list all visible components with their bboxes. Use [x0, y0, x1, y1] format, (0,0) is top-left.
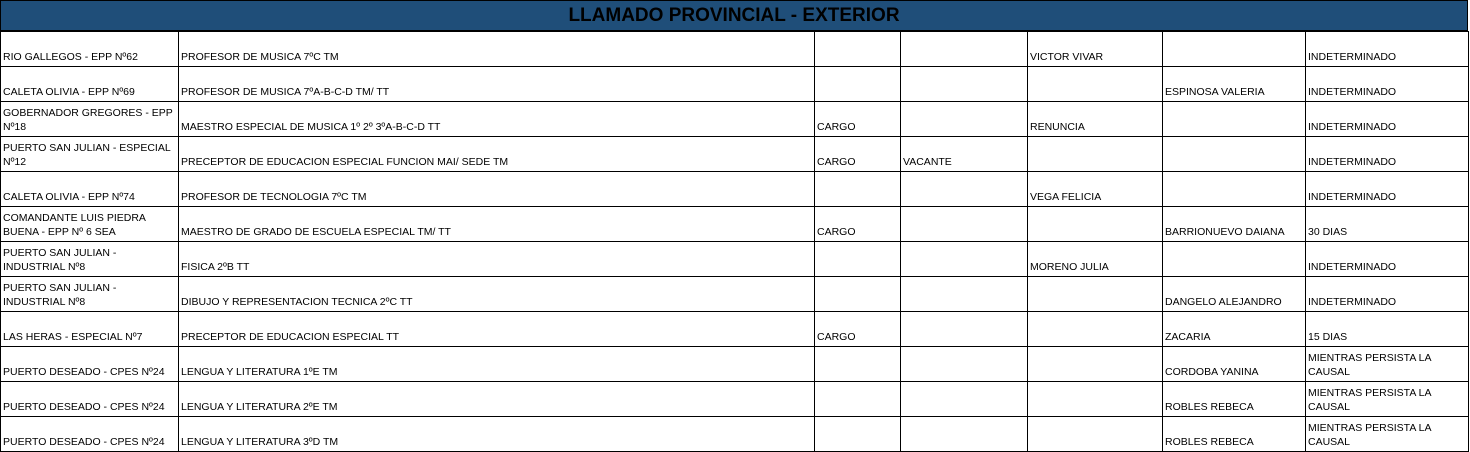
type-cell[interactable]: CARGO: [815, 312, 901, 347]
assigned-cell[interactable]: [1163, 242, 1306, 277]
school-cell[interactable]: LAS HERAS - ESPECIAL Nº7: [1, 312, 179, 347]
duration-cell[interactable]: MIENTRAS PERSISTA LA CAUSAL: [1306, 382, 1469, 417]
status-cell[interactable]: [901, 277, 1028, 312]
position-cell[interactable]: FISICA 2ºB TT: [179, 242, 815, 277]
school-cell[interactable]: PUERTO DESEADO - CPES Nº24: [1, 417, 179, 452]
previous-holder-cell[interactable]: [1028, 277, 1163, 312]
assigned-cell[interactable]: [1163, 102, 1306, 137]
status-cell[interactable]: [901, 312, 1028, 347]
duration-cell[interactable]: MIENTRAS PERSISTA LA CAUSAL: [1306, 417, 1469, 452]
previous-holder-cell[interactable]: [1028, 417, 1163, 452]
type-cell[interactable]: [815, 242, 901, 277]
status-cell[interactable]: [901, 67, 1028, 102]
assigned-cell[interactable]: [1163, 32, 1306, 67]
duration-cell[interactable]: INDETERMINADO: [1306, 172, 1469, 207]
assigned-cell[interactable]: ESPINOSA VALERIA: [1163, 67, 1306, 102]
duration-cell[interactable]: INDETERMINADO: [1306, 32, 1469, 67]
assigned-cell[interactable]: [1163, 137, 1306, 172]
status-cell[interactable]: [901, 417, 1028, 452]
type-cell[interactable]: CARGO: [815, 137, 901, 172]
position-cell[interactable]: PROFESOR DE TECNOLOGIA 7ºC TM: [179, 172, 815, 207]
position-cell[interactable]: PROFESOR DE MUSICA 7ºA-B-C-D TM/ TT: [179, 67, 815, 102]
assigned-cell[interactable]: BARRIONUEVO DAIANA: [1163, 207, 1306, 242]
table-row: [1, 277, 1469, 312]
status-cell[interactable]: [901, 172, 1028, 207]
position-cell[interactable]: PRECEPTOR DE EDUCACION ESPECIAL TT: [179, 312, 815, 347]
position-cell[interactable]: PROFESOR DE MUSICA 7ºC TM: [179, 32, 815, 67]
status-cell[interactable]: [901, 242, 1028, 277]
school-cell[interactable]: CALETA OLIVIA - EPP Nº69: [1, 67, 179, 102]
position-cell[interactable]: MAESTRO DE GRADO DE ESCUELA ESPECIAL TM/ TT: [179, 207, 815, 242]
previous-holder-cell[interactable]: [1028, 347, 1163, 382]
duration-cell[interactable]: INDETERMINADO: [1306, 137, 1469, 172]
duration-cell[interactable]: INDETERMINADO: [1306, 67, 1469, 102]
previous-holder-cell[interactable]: MORENO JULIA: [1028, 242, 1163, 277]
status-cell[interactable]: [901, 102, 1028, 137]
school-cell[interactable]: PUERTO DESEADO - CPES Nº24: [1, 382, 179, 417]
school-cell[interactable]: COMANDANTE LUIS PIEDRA BUENA - EPP Nº 6 SEA: [1, 207, 179, 242]
status-cell[interactable]: VACANTE: [901, 137, 1028, 172]
position-cell[interactable]: PRECEPTOR DE EDUCACION ESPECIAL FUNCION MAI/ SEDE TM: [179, 137, 815, 172]
table-row: [1, 137, 1469, 172]
assigned-cell[interactable]: DANGELO ALEJANDRO: [1163, 277, 1306, 312]
assigned-cell[interactable]: ROBLES REBECA: [1163, 382, 1306, 417]
type-cell[interactable]: [815, 67, 901, 102]
school-cell[interactable]: PUERTO DESEADO - CPES Nº24: [1, 347, 179, 382]
position-cell[interactable]: MAESTRO ESPECIAL DE MUSICA 1º 2º 3ºA-B-C-D TT: [179, 102, 815, 137]
type-cell[interactable]: [815, 172, 901, 207]
previous-holder-cell[interactable]: [1028, 137, 1163, 172]
vacancies-table: [0, 31, 1469, 452]
previous-holder-cell[interactable]: RENUNCIA: [1028, 102, 1163, 137]
duration-cell[interactable]: INDETERMINADO: [1306, 277, 1469, 312]
status-cell[interactable]: [901, 382, 1028, 417]
type-cell[interactable]: [815, 32, 901, 67]
duration-cell[interactable]: MIENTRAS PERSISTA LA CAUSAL: [1306, 347, 1469, 382]
table-row: [1, 312, 1469, 347]
position-cell[interactable]: LENGUA Y LITERATURA 3ºD TM: [179, 417, 815, 452]
school-cell[interactable]: PUERTO SAN JULIAN - ESPECIAL Nº12: [1, 137, 179, 172]
duration-cell[interactable]: INDETERMINADO: [1306, 242, 1469, 277]
table-row: [1, 382, 1469, 417]
type-cell[interactable]: [815, 347, 901, 382]
assigned-cell[interactable]: [1163, 172, 1306, 207]
table-body: [1, 32, 1469, 452]
previous-holder-cell[interactable]: [1028, 382, 1163, 417]
assigned-cell[interactable]: CORDOBA YANINA: [1163, 347, 1306, 382]
table-row: [1, 32, 1469, 67]
school-cell[interactable]: PUERTO SAN JULIAN - INDUSTRIAL Nº8: [1, 242, 179, 277]
table-row: [1, 242, 1469, 277]
school-cell[interactable]: CALETA OLIVIA - EPP Nº74: [1, 172, 179, 207]
school-cell[interactable]: RIO GALLEGOS - EPP Nº62: [1, 32, 179, 67]
table-row: [1, 207, 1469, 242]
table-row: [1, 67, 1469, 102]
table-row: [1, 347, 1469, 382]
previous-holder-cell[interactable]: [1028, 207, 1163, 242]
table-row: [1, 417, 1469, 452]
status-cell[interactable]: [901, 207, 1028, 242]
duration-cell[interactable]: 30 DIAS: [1306, 207, 1469, 242]
position-cell[interactable]: LENGUA Y LITERATURA 2ºE TM: [179, 382, 815, 417]
previous-holder-cell[interactable]: VEGA FELICIA: [1028, 172, 1163, 207]
duration-cell[interactable]: 15 DIAS: [1306, 312, 1469, 347]
status-cell[interactable]: [901, 32, 1028, 67]
previous-holder-cell[interactable]: [1028, 67, 1163, 102]
duration-cell[interactable]: INDETERMINADO: [1306, 102, 1469, 137]
status-cell[interactable]: [901, 347, 1028, 382]
type-cell[interactable]: CARGO: [815, 207, 901, 242]
school-cell[interactable]: GOBERNADOR GREGORES - EPP Nº18: [1, 102, 179, 137]
assigned-cell[interactable]: ROBLES REBECA: [1163, 417, 1306, 452]
position-cell[interactable]: LENGUA Y LITERATURA 1ºE TM: [179, 347, 815, 382]
type-cell[interactable]: [815, 277, 901, 312]
assigned-cell[interactable]: ZACARIA: [1163, 312, 1306, 347]
position-cell[interactable]: DIBUJO Y REPRESENTACION TECNICA 2ºC TT: [179, 277, 815, 312]
table-row: [1, 102, 1469, 137]
table-row: [1, 172, 1469, 207]
school-cell[interactable]: PUERTO SAN JULIAN - INDUSTRIAL Nº8: [1, 277, 179, 312]
type-cell[interactable]: [815, 417, 901, 452]
type-cell[interactable]: [815, 382, 901, 417]
type-cell[interactable]: CARGO: [815, 102, 901, 137]
previous-holder-cell[interactable]: [1028, 312, 1163, 347]
previous-holder-cell[interactable]: VICTOR VIVAR: [1028, 32, 1163, 67]
sheet-title: LLAMADO PROVINCIAL - EXTERIOR: [0, 0, 1468, 31]
